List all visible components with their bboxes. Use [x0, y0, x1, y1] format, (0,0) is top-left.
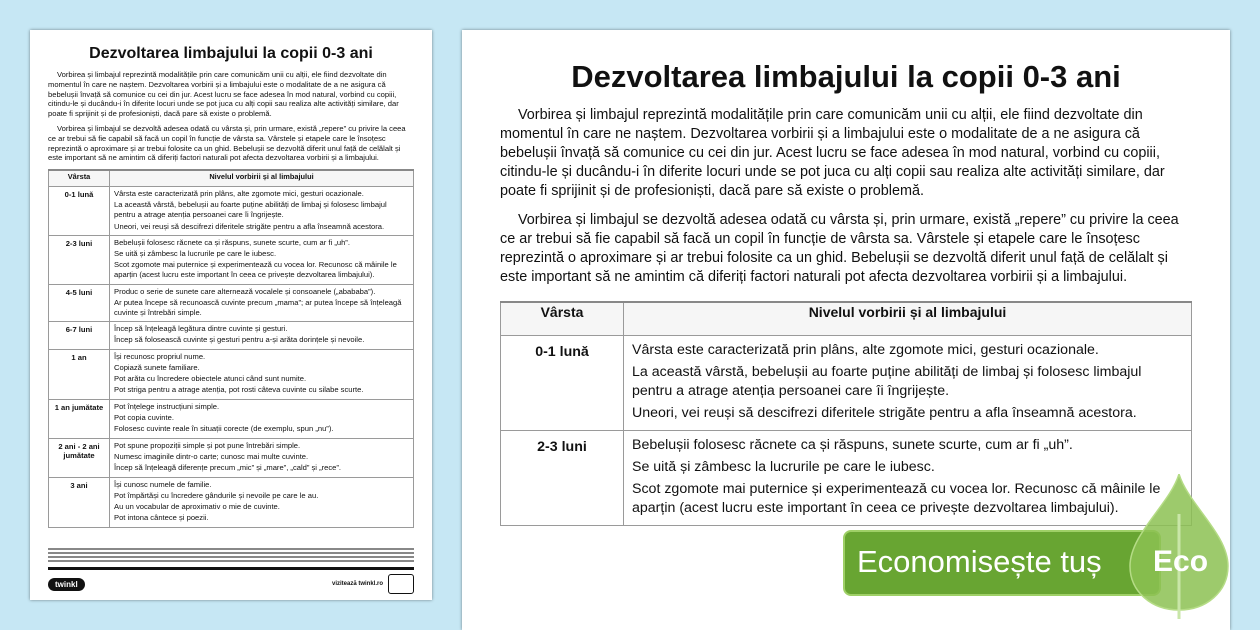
table-row [49, 187, 414, 236]
milestone-item: Încep să înțeleagă legătura dintre cuvinte și gesturi. [114, 323, 288, 333]
page-footer [48, 574, 414, 594]
milestone-item: Au un vocabular de aproximativ o mie de cuvinte. [114, 502, 280, 512]
development-table [500, 301, 1192, 526]
table-row [49, 477, 414, 527]
table-row [501, 431, 1192, 526]
milestone-item: Pot arăta cu încredere obiectele atunci când sunt numite. [114, 374, 307, 384]
milestone-item: Se uită și zâmbesc la lucrurile pe care le iubesc. [632, 459, 935, 475]
description-cell [110, 187, 414, 236]
description-cell [110, 235, 414, 284]
intro-paragraph: Vorbirea și limbajul se dezvoltă adesea odată cu vârsta și, prin urmare, există „repere” cu privire la ceea ce ar trebui să fie capabil să facă un copil în funcție de vârsta sa. Vârstele și etapele care le însoțesc reprezintă o aproximare și ar trebui folosite ca un ghid. Bebelușii se dezvoltă diferit unul față de celălalt și este important să ne amintim că diferiți factori naturali pot afecta dezvoltarea vorbirii și a limbajului. [48, 123, 406, 163]
table-row [49, 399, 414, 438]
milestone-item: Uneori, vei reuși să descifrezi diferitele strigăte pentru a afla înseamnă acestora. [114, 221, 385, 231]
table-header: Vârsta [49, 170, 110, 187]
age-cell: 2-3 luni [49, 235, 110, 284]
milestone-item: Se uită și zâmbesc la lucrurile pe care le iubesc. [114, 249, 277, 259]
milestone-item: La această vârstă, bebelușii au foarte puține abilități de limbaj și folosesc limbajul pentru a atrage atenția persoanei care îi îngrijește. [632, 364, 1142, 399]
milestone-item: Încep să folosească cuvinte și gesturi pentru a-și arăta dorințele și nevoile. [114, 335, 365, 345]
milestone-item: Își recunosc propriul nume. [114, 351, 206, 361]
table-header-row [49, 170, 414, 187]
document-title: Dezvoltarea limbajului la copii 0-3 ani [571, 59, 1121, 94]
description-cell [110, 349, 414, 399]
milestone-item: Scot zgomote mai puternice și experimentează cu vocea lor. Recunosc că mâinile le aparțin (acest lucru este important în ceea ce privește dezvoltarea limbajului). [632, 481, 1161, 516]
age-cell: 4-5 luni [49, 284, 110, 321]
age-cell: 0-1 lună [49, 187, 110, 236]
milestone-item: Vârsta este caracterizată prin plâns, alte zgomote mici, gesturi ocazionale. [114, 189, 364, 199]
footer-divider [48, 567, 414, 570]
disclaimer-text [48, 546, 414, 564]
table-header: Nivelul vorbirii și al limbajului [110, 170, 414, 187]
age-cell: 2-3 luni [501, 431, 624, 526]
milestone-item: Scot zgomote mai puternice și experimentează cu vocea lor. Recunosc că mâinile le aparțin (acest lucru este important în ceea ce privește dezvoltarea limbajului). [114, 260, 397, 280]
milestone-item: Pot înțelege instrucțiuni simple. [114, 401, 220, 411]
milestone-item: Pot copia cuvinte. [114, 413, 174, 423]
table-row [49, 438, 414, 477]
description-cell [110, 438, 414, 477]
eco-banner-text: Economisește tuș [857, 544, 1102, 579]
age-cell: 0-1 lună [501, 336, 624, 431]
table-row [49, 321, 414, 349]
disclaimer-line [48, 548, 414, 550]
milestone-item: Numesc imaginile dintr-o carte; cunosc mai multe cuvinte. [114, 451, 309, 461]
intro-paragraph: Vorbirea și limbajul se dezvoltă adesea odată cu vârsta și, prin urmare, există „repere” cu privire la ceea ce ar trebui să fie capabil să facă un copil în funcție de vârsta sa. Vârstele și etapele care le însoțesc reprezintă o aproximare și ar trebui folosite ca un ghid. Bebelușii se dezvoltă diferit unul față de celălalt și este important să ne amintim că diferiți factori naturali pot afecta dezvoltarea vorbirii și a limbajului. [500, 212, 1179, 285]
disclaimer-line [48, 552, 414, 554]
eco-label: Eco [1153, 545, 1209, 578]
table-header: Nivelul vorbirii și al limbajului [624, 302, 1192, 336]
description-cell [110, 477, 414, 527]
disclaimer-line [48, 560, 414, 562]
milestone-item: La această vârstă, bebelușii au foarte puține abilități de limbaj și folosesc limbajul pentru a atrage atenția persoanei care îi îngrijește. [114, 200, 387, 220]
description-cell [110, 321, 414, 349]
document-title: Dezvoltarea limbajului la copii 0-3 ani [89, 45, 373, 62]
visit-text: vizitează twinkl.ro [331, 581, 383, 587]
milestone-item: Pot striga pentru a atrage atenția, pot rosti câteva cuvinte cu silabe scurte. [114, 385, 364, 395]
description-cell [110, 399, 414, 438]
description-cell [624, 431, 1192, 526]
preview-page-thumbnail[interactable] [30, 30, 432, 600]
milestone-item: Pot împărtăși cu încredere gândurile și nevoile pe care le au. [114, 490, 319, 500]
milestone-item: Încep să înțeleagă diferențe precum „mic” și „mare”, „cald” și „rece”. [114, 463, 342, 473]
description-cell [110, 284, 414, 321]
quality-seal-icon [388, 574, 414, 594]
age-cell: 6-7 luni [49, 321, 110, 349]
table-row [49, 235, 414, 284]
age-cell: 3 ani [49, 477, 110, 527]
milestone-item: Bebelușii folosesc răcnete ca și răspuns, sunete scurte, cum ar fi „uh”. [632, 437, 1073, 453]
development-table [48, 169, 414, 528]
milestone-item: Uneori, vei reuși să descifrezi diferitele strigăte pentru a afla înseamnă acestora. [632, 405, 1137, 421]
table-header: Vârsta [501, 302, 624, 336]
milestone-item: Bebelușii folosesc răcnete ca și răspuns, sunete scurte, cum ar fi „uh”. [114, 237, 350, 247]
intro-paragraph: Vorbirea și limbajul reprezintă modalitățile prin care comunicăm unii cu alții, ele fiind dezvoltate din momentul în care ne naștem. Dezvoltarea vorbirii și a limbajului este o modalitate de a ne asigura că bebelușii învață să comunice cu cei din jur. Acest lucru se face adesea în mod natural, vorbind cu copiii, citindu-le și ducându-i în diferite locuri unde se pot juca cu alți copii sau realiza alte activități similare, dar poate fi sprijinit și de profesioniști, dacă pare să existe o problemă. [48, 70, 399, 119]
twinkl-logo: twinkl [48, 578, 85, 591]
milestone-item: Pot intona cântece și poezii. [114, 513, 209, 523]
table-row [501, 336, 1192, 431]
description-cell [624, 336, 1192, 431]
intro-paragraph: Vorbirea și limbajul reprezintă modalitățile prin care comunicăm unii cu alții, ele fiind dezvoltate din momentul în care ne naștem. Dezvoltarea vorbirii și a limbajului este o modalitate de a ne asigura că bebelușii învață să comunice cu cei din jur. Acest lucru se face adesea în mod natural, vorbind cu copiii, citindu-le și ducându-i în diferite locuri unde se pot juca cu alți copii sau realiza alte activități similare, dar poate fi sprijinit și de profesioniști, dacă pare să existe o problemă. [500, 107, 1165, 199]
table-header-row [501, 302, 1192, 336]
visit-link [332, 574, 414, 594]
table-row [49, 284, 414, 321]
eco-banner[interactable] [843, 530, 1161, 596]
table-row [49, 349, 414, 399]
age-cell: 1 an [49, 349, 110, 399]
age-cell: 1 an jumătate [49, 399, 110, 438]
disclaimer-line [48, 556, 414, 558]
milestone-item: Ar putea începe să recunoască cuvinte precum „mama”; ar putea începe să înțeleagă cuvinte și întrebări simple. [114, 297, 402, 317]
milestone-item: Pot spune propoziții simple și pot pune întrebări simple. [114, 440, 301, 450]
age-cell: 2 ani - 2 ani jumătate [49, 438, 110, 477]
milestone-item: Copiază sunete familiare. [114, 362, 200, 372]
milestone-item: Vârsta este caracterizată prin plâns, alte zgomote mici, gesturi ocazionale. [632, 342, 1099, 358]
milestone-item: Produc o serie de sunete care alternează vocalele și consoanele („abababa”). [114, 286, 376, 296]
milestone-item: Își cunosc numele de familie. [114, 479, 212, 489]
milestone-item: Folosesc cuvinte reale în situații corecte (de exemplu, spun „nu”). [114, 424, 334, 434]
